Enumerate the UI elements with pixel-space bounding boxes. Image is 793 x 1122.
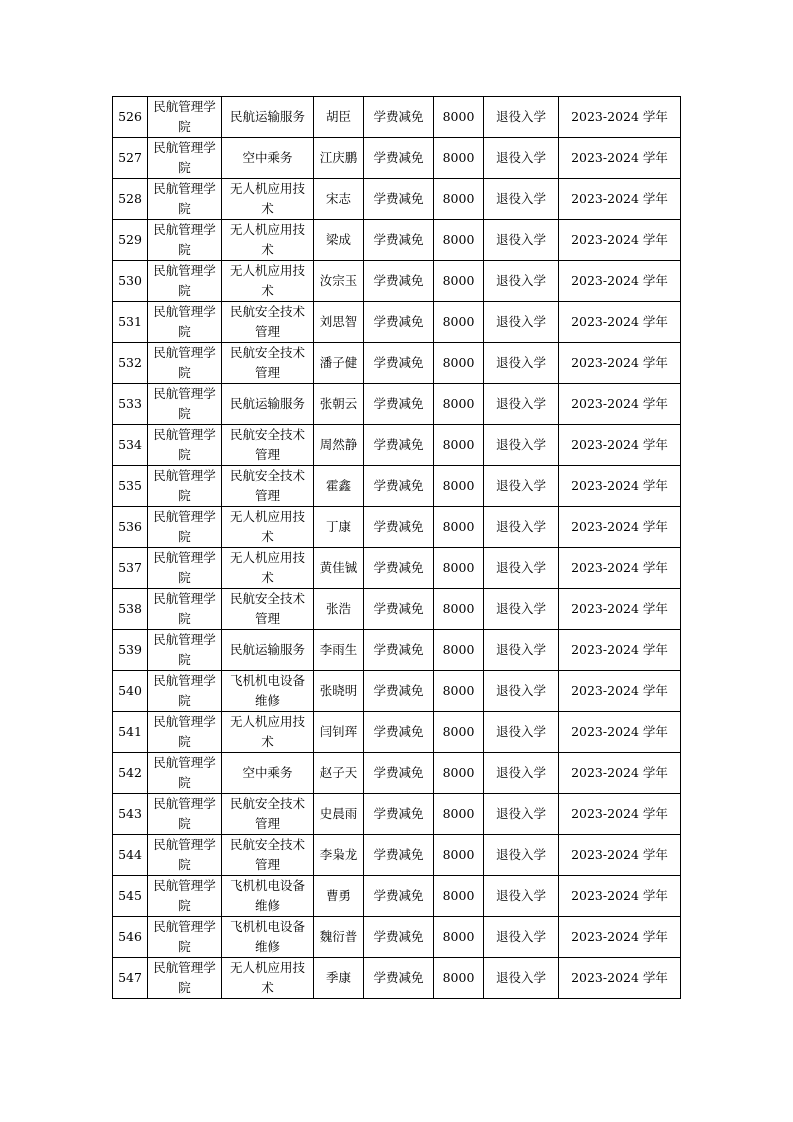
cell-academic-year: 2023-2024 学年 xyxy=(559,548,681,589)
cell-name: 刘思智 xyxy=(314,302,364,343)
cell-academic-year: 2023-2024 学年 xyxy=(559,220,681,261)
cell-college: 民航管理学院 xyxy=(148,384,222,425)
table-row xyxy=(113,794,681,835)
cell-aid-type: 学费减免 xyxy=(364,548,434,589)
cell-college: 民航管理学院 xyxy=(148,876,222,917)
cell-reason: 退役入学 xyxy=(484,384,559,425)
cell-academic-year: 2023-2024 学年 xyxy=(559,466,681,507)
cell-amount: 8000 xyxy=(434,220,484,261)
cell-college: 民航管理学院 xyxy=(148,917,222,958)
cell-name: 周然静 xyxy=(314,425,364,466)
cell-name: 霍鑫 xyxy=(314,466,364,507)
cell-amount: 8000 xyxy=(434,712,484,753)
cell-index: 534 xyxy=(113,425,148,466)
cell-aid-type: 学费减免 xyxy=(364,671,434,712)
table-row xyxy=(113,548,681,589)
cell-index: 539 xyxy=(113,630,148,671)
cell-index: 544 xyxy=(113,835,148,876)
cell-index: 527 xyxy=(113,138,148,179)
cell-reason: 退役入学 xyxy=(484,630,559,671)
cell-college: 民航管理学院 xyxy=(148,712,222,753)
cell-college: 民航管理学院 xyxy=(148,425,222,466)
cell-amount: 8000 xyxy=(434,876,484,917)
cell-index: 528 xyxy=(113,179,148,220)
cell-academic-year: 2023-2024 学年 xyxy=(559,671,681,712)
cell-major: 飞机机电设备维修 xyxy=(222,876,314,917)
cell-academic-year: 2023-2024 学年 xyxy=(559,917,681,958)
cell-name: 季康 xyxy=(314,958,364,999)
cell-academic-year: 2023-2024 学年 xyxy=(559,425,681,466)
cell-index: 541 xyxy=(113,712,148,753)
cell-major: 飞机机电设备维修 xyxy=(222,671,314,712)
cell-aid-type: 学费减免 xyxy=(364,958,434,999)
cell-major: 空中乘务 xyxy=(222,138,314,179)
cell-aid-type: 学费减免 xyxy=(364,876,434,917)
cell-major: 民航安全技术管理 xyxy=(222,302,314,343)
cell-index: 538 xyxy=(113,589,148,630)
cell-aid-type: 学费减免 xyxy=(364,343,434,384)
cell-aid-type: 学费减免 xyxy=(364,794,434,835)
cell-reason: 退役入学 xyxy=(484,179,559,220)
cell-academic-year: 2023-2024 学年 xyxy=(559,507,681,548)
table-row xyxy=(113,712,681,753)
cell-academic-year: 2023-2024 学年 xyxy=(559,958,681,999)
cell-name: 宋志 xyxy=(314,179,364,220)
cell-academic-year: 2023-2024 学年 xyxy=(559,343,681,384)
cell-academic-year: 2023-2024 学年 xyxy=(559,630,681,671)
cell-name: 张晓明 xyxy=(314,671,364,712)
cell-amount: 8000 xyxy=(434,302,484,343)
cell-college: 民航管理学院 xyxy=(148,835,222,876)
cell-amount: 8000 xyxy=(434,384,484,425)
table-row xyxy=(113,220,681,261)
cell-aid-type: 学费减免 xyxy=(364,97,434,138)
cell-amount: 8000 xyxy=(434,179,484,220)
cell-college: 民航管理学院 xyxy=(148,794,222,835)
cell-name: 李雨生 xyxy=(314,630,364,671)
cell-name: 胡臣 xyxy=(314,97,364,138)
table-row xyxy=(113,589,681,630)
table-row xyxy=(113,835,681,876)
cell-major: 飞机机电设备维修 xyxy=(222,917,314,958)
cell-amount: 8000 xyxy=(434,261,484,302)
table-row xyxy=(113,384,681,425)
cell-academic-year: 2023-2024 学年 xyxy=(559,138,681,179)
cell-index: 529 xyxy=(113,220,148,261)
cell-major: 民航安全技术管理 xyxy=(222,425,314,466)
cell-name: 潘子健 xyxy=(314,343,364,384)
cell-college: 民航管理学院 xyxy=(148,466,222,507)
cell-reason: 退役入学 xyxy=(484,794,559,835)
cell-index: 540 xyxy=(113,671,148,712)
cell-aid-type: 学费减免 xyxy=(364,753,434,794)
cell-academic-year: 2023-2024 学年 xyxy=(559,302,681,343)
cell-reason: 退役入学 xyxy=(484,425,559,466)
cell-academic-year: 2023-2024 学年 xyxy=(559,753,681,794)
cell-aid-type: 学费减免 xyxy=(364,138,434,179)
cell-aid-type: 学费减免 xyxy=(364,835,434,876)
cell-reason: 退役入学 xyxy=(484,671,559,712)
cell-amount: 8000 xyxy=(434,958,484,999)
cell-academic-year: 2023-2024 学年 xyxy=(559,261,681,302)
cell-index: 545 xyxy=(113,876,148,917)
cell-amount: 8000 xyxy=(434,630,484,671)
cell-amount: 8000 xyxy=(434,97,484,138)
cell-academic-year: 2023-2024 学年 xyxy=(559,876,681,917)
table-row xyxy=(113,671,681,712)
cell-index: 530 xyxy=(113,261,148,302)
cell-name: 黄佳铖 xyxy=(314,548,364,589)
cell-reason: 退役入学 xyxy=(484,753,559,794)
cell-index: 542 xyxy=(113,753,148,794)
cell-amount: 8000 xyxy=(434,507,484,548)
cell-major: 民航安全技术管理 xyxy=(222,794,314,835)
cell-reason: 退役入学 xyxy=(484,958,559,999)
cell-name: 闫钊珲 xyxy=(314,712,364,753)
cell-major: 民航安全技术管理 xyxy=(222,343,314,384)
cell-name: 丁康 xyxy=(314,507,364,548)
cell-major: 无人机应用技术 xyxy=(222,507,314,548)
cell-academic-year: 2023-2024 学年 xyxy=(559,384,681,425)
cell-college: 民航管理学院 xyxy=(148,97,222,138)
cell-index: 533 xyxy=(113,384,148,425)
cell-major: 无人机应用技术 xyxy=(222,958,314,999)
cell-aid-type: 学费减免 xyxy=(364,630,434,671)
table-body xyxy=(113,97,681,999)
cell-academic-year: 2023-2024 学年 xyxy=(559,835,681,876)
table-row xyxy=(113,630,681,671)
cell-amount: 8000 xyxy=(434,425,484,466)
table-row xyxy=(113,261,681,302)
cell-major: 民航安全技术管理 xyxy=(222,466,314,507)
cell-index: 526 xyxy=(113,97,148,138)
cell-major: 民航安全技术管理 xyxy=(222,589,314,630)
cell-reason: 退役入学 xyxy=(484,343,559,384)
cell-college: 民航管理学院 xyxy=(148,302,222,343)
cell-academic-year: 2023-2024 学年 xyxy=(559,712,681,753)
table-row xyxy=(113,343,681,384)
cell-reason: 退役入学 xyxy=(484,876,559,917)
cell-aid-type: 学费减免 xyxy=(364,466,434,507)
cell-name: 张浩 xyxy=(314,589,364,630)
cell-college: 民航管理学院 xyxy=(148,548,222,589)
cell-index: 537 xyxy=(113,548,148,589)
cell-aid-type: 学费减免 xyxy=(364,712,434,753)
cell-aid-type: 学费减免 xyxy=(364,917,434,958)
cell-amount: 8000 xyxy=(434,138,484,179)
cell-aid-type: 学费减免 xyxy=(364,261,434,302)
cell-aid-type: 学费减免 xyxy=(364,179,434,220)
cell-academic-year: 2023-2024 学年 xyxy=(559,589,681,630)
cell-index: 535 xyxy=(113,466,148,507)
cell-name: 汝宗玉 xyxy=(314,261,364,302)
cell-amount: 8000 xyxy=(434,835,484,876)
cell-amount: 8000 xyxy=(434,753,484,794)
cell-college: 民航管理学院 xyxy=(148,671,222,712)
cell-aid-type: 学费减免 xyxy=(364,302,434,343)
cell-college: 民航管理学院 xyxy=(148,753,222,794)
cell-major: 无人机应用技术 xyxy=(222,548,314,589)
cell-major: 民航运输服务 xyxy=(222,384,314,425)
cell-aid-type: 学费减免 xyxy=(364,425,434,466)
cell-amount: 8000 xyxy=(434,589,484,630)
cell-academic-year: 2023-2024 学年 xyxy=(559,794,681,835)
cell-index: 546 xyxy=(113,917,148,958)
table-row xyxy=(113,179,681,220)
cell-index: 531 xyxy=(113,302,148,343)
cell-name: 魏衍普 xyxy=(314,917,364,958)
cell-aid-type: 学费减免 xyxy=(364,220,434,261)
table-row xyxy=(113,958,681,999)
cell-amount: 8000 xyxy=(434,548,484,589)
cell-college: 民航管理学院 xyxy=(148,630,222,671)
cell-reason: 退役入学 xyxy=(484,835,559,876)
cell-college: 民航管理学院 xyxy=(148,507,222,548)
cell-major: 空中乘务 xyxy=(222,753,314,794)
cell-index: 543 xyxy=(113,794,148,835)
cell-reason: 退役入学 xyxy=(484,507,559,548)
cell-major: 无人机应用技术 xyxy=(222,261,314,302)
cell-aid-type: 学费减免 xyxy=(364,384,434,425)
cell-major: 民航运输服务 xyxy=(222,97,314,138)
table-row xyxy=(113,138,681,179)
cell-amount: 8000 xyxy=(434,671,484,712)
cell-college: 民航管理学院 xyxy=(148,958,222,999)
cell-academic-year: 2023-2024 学年 xyxy=(559,97,681,138)
cell-index: 536 xyxy=(113,507,148,548)
cell-college: 民航管理学院 xyxy=(148,179,222,220)
cell-aid-type: 学费减免 xyxy=(364,589,434,630)
cell-reason: 退役入学 xyxy=(484,712,559,753)
table-row xyxy=(113,425,681,466)
table-row xyxy=(113,917,681,958)
cell-reason: 退役入学 xyxy=(484,466,559,507)
cell-reason: 退役入学 xyxy=(484,917,559,958)
table-row xyxy=(113,97,681,138)
cell-academic-year: 2023-2024 学年 xyxy=(559,179,681,220)
cell-reason: 退役入学 xyxy=(484,97,559,138)
cell-amount: 8000 xyxy=(434,466,484,507)
table-row xyxy=(113,507,681,548)
cell-name: 江庆鹏 xyxy=(314,138,364,179)
cell-college: 民航管理学院 xyxy=(148,261,222,302)
cell-amount: 8000 xyxy=(434,343,484,384)
table-row xyxy=(113,466,681,507)
table-row xyxy=(113,876,681,917)
cell-index: 547 xyxy=(113,958,148,999)
cell-major: 民航安全技术管理 xyxy=(222,835,314,876)
cell-name: 李枭龙 xyxy=(314,835,364,876)
cell-reason: 退役入学 xyxy=(484,220,559,261)
cell-college: 民航管理学院 xyxy=(148,220,222,261)
cell-name: 梁成 xyxy=(314,220,364,261)
cell-reason: 退役入学 xyxy=(484,302,559,343)
cell-college: 民航管理学院 xyxy=(148,138,222,179)
cell-major: 无人机应用技术 xyxy=(222,179,314,220)
table-row xyxy=(113,753,681,794)
cell-name: 史晨雨 xyxy=(314,794,364,835)
cell-college: 民航管理学院 xyxy=(148,589,222,630)
cell-major: 无人机应用技术 xyxy=(222,712,314,753)
cell-name: 赵子天 xyxy=(314,753,364,794)
cell-aid-type: 学费减免 xyxy=(364,507,434,548)
cell-amount: 8000 xyxy=(434,794,484,835)
cell-college: 民航管理学院 xyxy=(148,343,222,384)
cell-reason: 退役入学 xyxy=(484,589,559,630)
cell-index: 532 xyxy=(113,343,148,384)
cell-reason: 退役入学 xyxy=(484,261,559,302)
cell-reason: 退役入学 xyxy=(484,548,559,589)
cell-major: 民航运输服务 xyxy=(222,630,314,671)
cell-major: 无人机应用技术 xyxy=(222,220,314,261)
cell-amount: 8000 xyxy=(434,917,484,958)
student-list-table xyxy=(112,96,681,999)
table-row xyxy=(113,302,681,343)
cell-reason: 退役入学 xyxy=(484,138,559,179)
cell-name: 张朝云 xyxy=(314,384,364,425)
cell-name: 曹勇 xyxy=(314,876,364,917)
